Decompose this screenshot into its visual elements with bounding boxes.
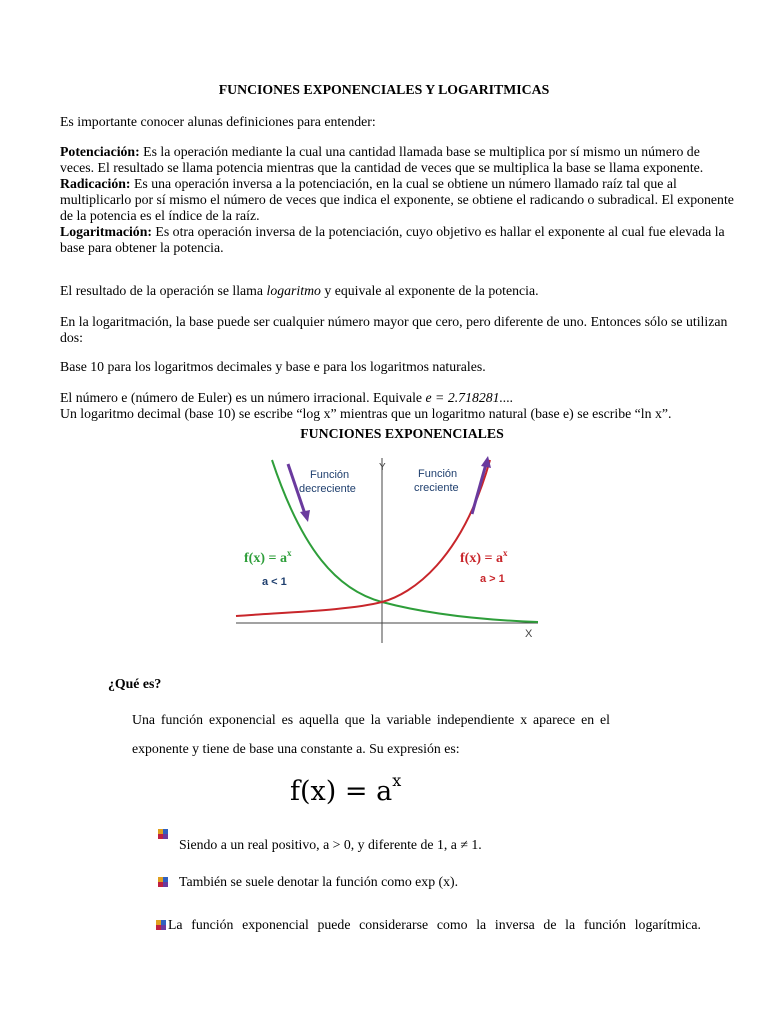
potenciacion-text: Es la operación mediante la cual una cantidad llamada base se multiplica por sí mismo un número de veces. El resultado se llama potencia mientras que la cantidad de veces que se multiplica la base se llama exponente. — [60, 144, 704, 175]
y-axis-label: Y — [379, 462, 386, 473]
resultado-term: logaritmo — [266, 283, 321, 298]
cond-left-label: a < 1 — [262, 576, 287, 588]
definitions-block — [60, 144, 736, 256]
definition-line-2: exponente y tiene de base una constante a. Su expresión es: — [132, 741, 460, 756]
definition-line-1: Una función exponencial es aquella que la variable independiente x aparece en el — [132, 712, 610, 727]
creciente-label-line2: creciente — [414, 482, 459, 494]
formula-base: f(x) = a — [290, 776, 393, 807]
up-arrow-icon — [472, 456, 491, 514]
log-paragraph: Un logaritmo decimal (base 10) se escribe “log x” mientras que un logaritmo natural (base e) se escribe “ln x”. — [60, 406, 672, 421]
euler-value: e = 2.718281.... — [425, 390, 514, 405]
radicacion-term: Radicación: — [60, 176, 131, 191]
bullet-item — [157, 876, 177, 888]
potenciacion-term: Potenciación: — [60, 144, 140, 159]
logaritmacion-definition — [60, 224, 736, 256]
resultado-text-a: El resultado de la operación se llama — [60, 283, 267, 298]
resultado-paragraph — [60, 283, 736, 299]
decreciente-label-line1: Función — [310, 469, 350, 481]
potenciacion-definition — [60, 144, 736, 176]
logaritmacion-term: Logaritmación: — [60, 224, 152, 239]
logaritmacion-text: Es otra operación inversa de la potenciación, cuyo objetivo es hallar el exponente al cual fue elevada la base para obtener la potencia. — [60, 224, 725, 255]
intro-paragraph: Es importante conocer alunas definiciones para entender: — [60, 114, 376, 129]
bullet-icon — [157, 828, 169, 840]
que-es-heading: ¿Qué es? — [108, 676, 162, 691]
cond-right-label: a > 1 — [480, 573, 505, 585]
euler-paragraph — [60, 390, 736, 406]
bullet-text-3: La función exponencial puede considerarse como la inversa de la función logarítmica. — [168, 917, 701, 932]
bullet-item — [155, 919, 167, 931]
bullet-item — [157, 828, 177, 840]
creciente-label-line1: Función — [418, 468, 458, 480]
x-axis-label: X — [525, 628, 533, 640]
bullet-text-1: Siendo a un real positivo, a > 0, y diferente de 1, a ≠ 1. — [179, 837, 482, 852]
fx-left-label: $f(x) = a^x$ — [244, 548, 292, 566]
document-title: FUNCIONES EXPONENCIALES Y LOGARITMICAS — [218, 82, 550, 97]
base-paragraph: En la logaritmación, la base puede ser cualquier número mayor que cero, pero diferente de uno. Entonces sólo se utilizan dos: — [60, 314, 728, 345]
bullet-text-2: También se suele denotar la función como exp (x). — [179, 874, 459, 889]
bullet-icon — [157, 876, 169, 888]
radicacion-text: Es una operación inversa a la potenciación, en la cual se obtiene un número llamado raíz tal que al multiplicarlo por sí mismo el número de veces que indica el exponente, se obtiene el radicando o subradical. El exponente de la potencia es el índice de la raíz. — [60, 176, 734, 223]
radicacion-definition — [60, 176, 736, 224]
euler-text: El número e (número de Euler) es un número irracional. Equivale — [60, 390, 426, 405]
section-title: FUNCIONES EXPONENCIALES — [300, 426, 504, 441]
bullet-icon — [155, 919, 167, 931]
bases-paragraph: Base 10 para los logaritmos decimales y base e para los logaritmos naturales. — [60, 359, 486, 374]
formula-exponent: x — [392, 771, 402, 790]
resultado-text-c: y equivale al exponente de la potencia. — [320, 283, 539, 298]
fx-right-label: $f(x) = a^x$ — [460, 548, 508, 566]
decreciente-label-line2: decreciente — [299, 483, 356, 495]
exponential-graph — [232, 450, 544, 646]
formula — [290, 771, 402, 807]
